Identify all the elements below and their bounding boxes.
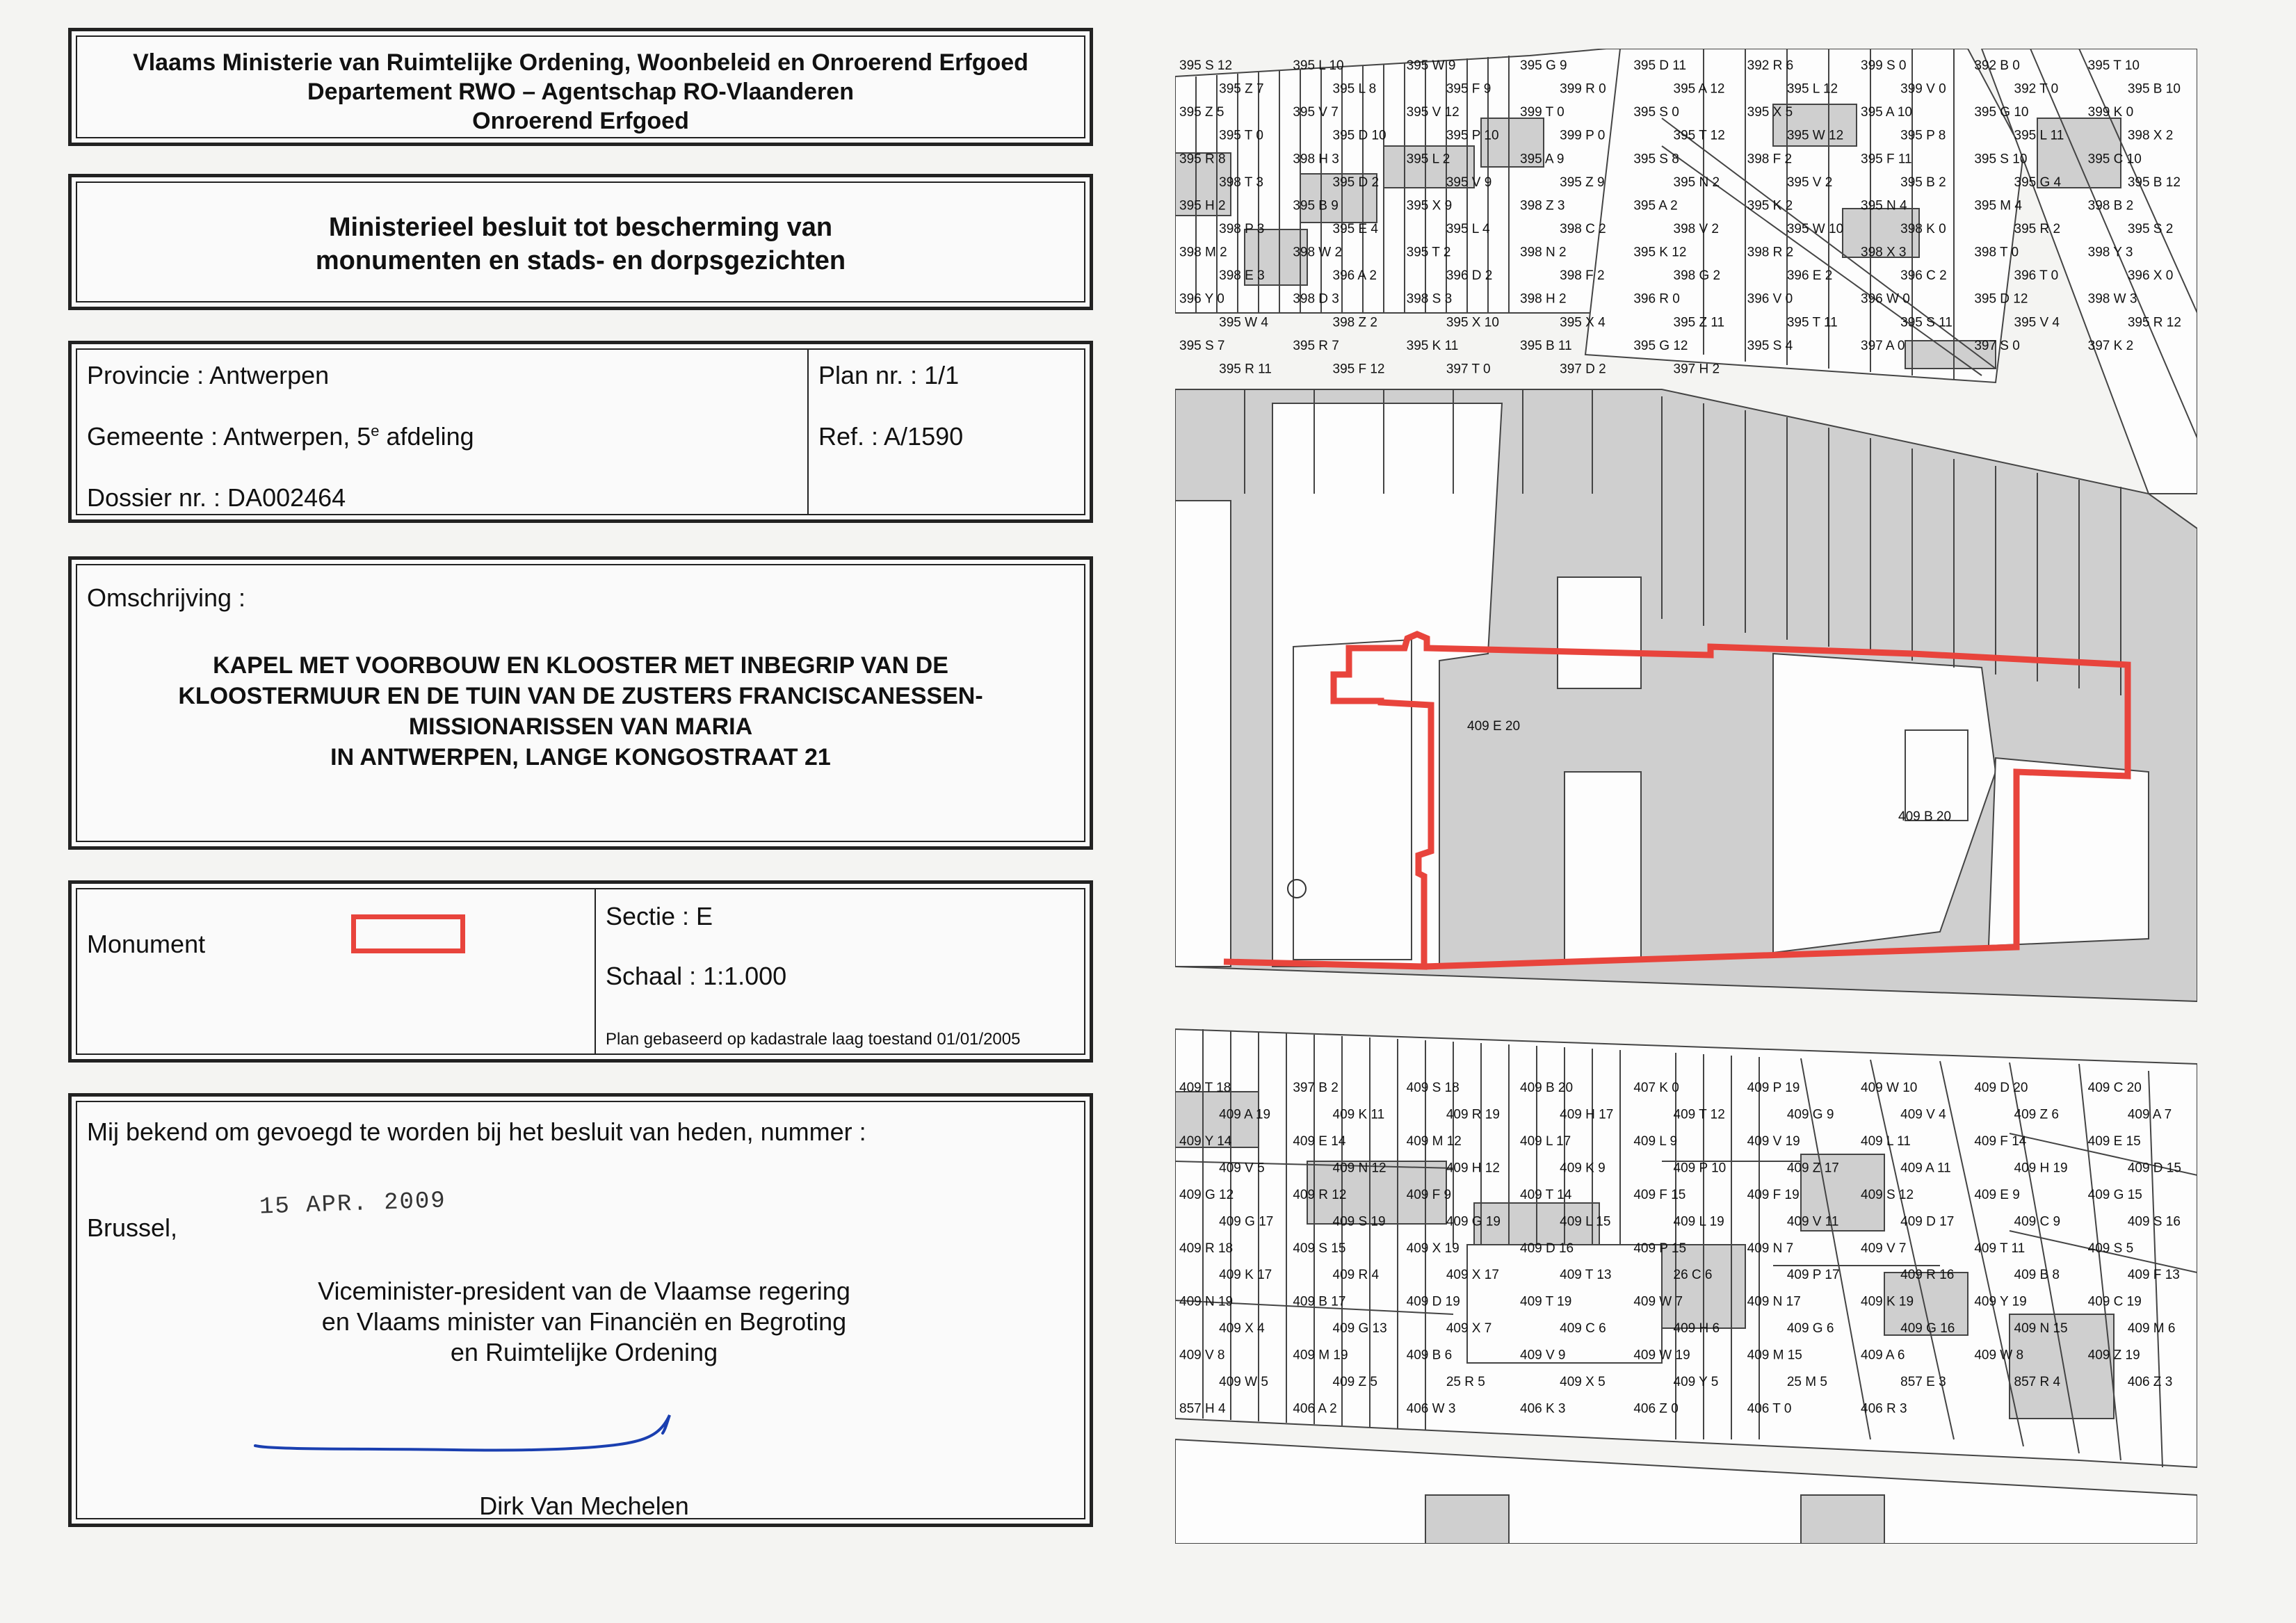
parcel-label: 409 T 11 [1974,1241,2026,1256]
parcel-label: 409 S 16 [2127,1214,2181,1229]
parcel-label: 396 E 2 [1786,268,1833,284]
parcel-label: 395 W 12 [1786,128,1844,143]
parcel-label: 397 S 0 [1974,338,2020,353]
parcel-label: 395 D 12 [1974,291,2028,307]
parcel-label: 409 Y 14 [1179,1133,1232,1149]
parcel-label: 395 E 4 [1332,222,1378,236]
monument-parcel-label: 409 B 20 [1898,809,1952,824]
parcel-label: 398 N 2 [1520,245,1567,260]
parcel-label: 409 D 19 [1406,1294,1460,1309]
parcel-label: 409 B 8 [2014,1268,2060,1283]
parcel-label: 406 T 0 [1747,1401,1792,1416]
parcel-label: 398 E 3 [1219,268,1265,284]
parcel-label: 398 W 3 [2087,291,2137,307]
gemeente-text: Gemeente : Antwerpen, 5e afdeling [87,422,474,451]
parcel-label: 395 B 10 [2127,81,2181,97]
signer-role-line1: Viceminister-president van de Vlaamse regering [318,1277,850,1305]
parcel-label: 857 R 4 [2014,1375,2061,1390]
parcel-label: 409 A 19 [1219,1107,1271,1122]
parcel-label: 409 S 5 [2087,1241,2134,1256]
parcel-label: 409 C 19 [2087,1294,2142,1309]
parcel-label: 396 C 2 [1900,268,1947,284]
parcel-label: 395 G 9 [1520,58,1567,73]
parcel-label: 395 P 8 [1900,128,1946,143]
parcel-label: 395 X 5 [1747,105,1793,120]
parcel-label: 395 Z 7 [1219,81,1264,97]
parcel-label: 409 F 15 [1633,1187,1686,1202]
parcel-label: 395 K 12 [1633,245,1687,260]
legend-divider [595,888,596,1055]
decree-title-line1: Ministerieel besluit tot bescherming van [328,213,833,242]
parcel-label: 409 K 11 [1332,1107,1385,1122]
parcel-label: 398 W 2 [1293,245,1343,260]
parcel-label: 409 V 9 [1520,1348,1566,1363]
parcel-label: 409 X 5 [1560,1375,1606,1390]
parcel-label: 409 Z 17 [1786,1161,1839,1176]
parcel-label: 409 W 8 [1974,1348,2024,1363]
parcel-label: 399 R 0 [1560,81,1606,97]
parcel-label: 409 K 19 [1861,1294,1914,1309]
scale-text: Schaal : 1:1.000 [606,962,787,990]
parcel-label: 409 W 7 [1633,1294,1683,1309]
monument-parcel-label: 409 E 20 [1467,719,1521,734]
parcel-label: 395 N 4 [1861,198,1907,213]
parcel-label: 395 B 11 [1520,338,1572,353]
parcel-label: 409 T 18 [1179,1081,1231,1095]
parcel-label: 392 T 0 [2014,81,2059,97]
parcel-label: 409 H 6 [1673,1321,1720,1337]
parcel-label: 409 V 5 [1219,1161,1265,1176]
parcel-label: 409 R 16 [1900,1268,1955,1283]
parcel-label: 409 E 9 [1974,1187,2020,1202]
parcel-label: 406 Z 3 [2127,1375,2173,1390]
parcel-label: 409 D 15 [2127,1161,2181,1176]
map-middle-block [1175,389,2197,1001]
parcel-label: 395 V 2 [1786,175,1833,190]
parcel-label: 397 K 2 [2087,338,2134,353]
parcel-label: 395 D 2 [1332,175,1380,190]
parcel-label: 409 N 12 [1332,1161,1387,1176]
parcel-label: 395 F 9 [1446,81,1491,97]
parcel-label: 409 A 7 [2127,1107,2172,1122]
parcel-label: 409 W 5 [1219,1375,1268,1390]
parcel-label: 398 X 2 [2127,128,2174,143]
parcel-label: 409 X 19 [1406,1241,1460,1256]
parcel-label: 395 G 12 [1633,338,1688,353]
parcel-label: 398 G 2 [1673,268,1721,284]
parcel-label: 409 F 9 [1406,1187,1452,1202]
parcel-label: 409 P 19 [1747,1081,1800,1095]
parcel-label: 395 S 7 [1179,338,1225,353]
parcel-label: 409 C 20 [2087,1081,2142,1095]
parcel-label: 395 W 9 [1406,58,1456,73]
parcel-label: 409 V 4 [1900,1107,1946,1122]
parcel-label: 398 Z 2 [1332,315,1377,330]
parcel-label: 398 Y 3 [2087,245,2133,260]
parcel-label: 398 V 2 [1673,222,1719,236]
dossier-text: Dossier nr. : DA002464 [87,483,346,512]
description-line4: IN ANTWERPEN, LANGE KONGOSTRAAT 21 [330,744,831,770]
parcel-label: 395 S 8 [1633,152,1679,167]
parcel-label: 396 V 0 [1747,291,1793,307]
signature-box [68,1093,1093,1527]
parcel-label: 395 V 12 [1406,105,1460,120]
parcel-label: 406 A 2 [1293,1401,1337,1416]
parcel-label: 409 P 17 [1786,1268,1840,1283]
parcel-label: 409 G 19 [1446,1214,1501,1229]
section-text: Sectie : E [606,902,713,930]
parcel-label: 25 M 5 [1786,1375,1827,1390]
description-box [68,556,1093,850]
parcel-label: 396 R 0 [1633,291,1680,307]
decree-title-line2: monumenten en stads- en dorpsgezichten [315,246,846,275]
parcel-label: 409 G 12 [1179,1187,1234,1202]
parcel-label: 395 W 10 [1786,222,1844,236]
parcel-label: 395 L 2 [1406,152,1450,167]
parcel-label: 395 T 0 [1219,128,1263,143]
legend-box [68,880,1093,1063]
parcel-label: 406 Z 0 [1633,1401,1679,1416]
parcel-label: 409 G 6 [1786,1321,1834,1337]
parcel-label: 395 G 4 [2014,175,2062,190]
ministry-header-box [68,28,1093,146]
parcel-label: 392 R 6 [1747,58,1794,73]
parcel-label: 406 W 3 [1406,1401,1456,1416]
parcel-label: 409 L 9 [1633,1133,1678,1149]
parcel-label: 397 A 0 [1861,338,1905,353]
parcel-label: 395 F 11 [1861,152,1912,167]
parcel-label: 397 T 0 [1446,362,1491,377]
parcel-label: 409 X 7 [1446,1321,1492,1337]
parcel-label: 409 P 10 [1673,1161,1727,1176]
parcel-label: 396 A 2 [1332,268,1377,284]
parcel-label: 409 X 17 [1446,1268,1499,1283]
signer-name: Dirk Van Mechelen [479,1492,689,1520]
parcel-label: 409 R 4 [1332,1268,1380,1283]
parcel-label: 395 F 12 [1332,362,1385,377]
parcel-label: 409 G 15 [2087,1187,2142,1202]
department-name: Departement RWO – Agentschap RO-Vlaanderen [307,79,854,105]
parcel-label: 395 L 8 [1332,81,1377,97]
parcel-label: 395 T 10 [2087,58,2140,73]
signer-role-line3: en Ruimtelijke Ordening [450,1338,718,1366]
parcel-label: 395 N 2 [1673,175,1720,190]
parcel-label: 395 A 10 [1861,105,1912,120]
parcel-label: 409 L 19 [1673,1214,1724,1229]
parcel-label: 409 H 12 [1446,1161,1500,1176]
parcel-label: 409 A 11 [1900,1161,1951,1176]
parcel-label: 398 C 2 [1560,222,1606,236]
parcel-label: 397 B 2 [1293,1081,1339,1095]
parcel-label: 395 S 4 [1747,338,1793,353]
parcel-label: 395 K 2 [1747,198,1793,213]
parcel-label: 398 F 2 [1560,268,1605,284]
monument-label: Monument [87,930,206,958]
parcel-label: 395 L 11 [2014,128,2064,143]
parcel-label: 409 K 9 [1560,1161,1606,1176]
parcel-label: 398 D 3 [1293,291,1339,307]
date-stamp: 15 APR. 2009 [259,1188,447,1221]
parcel-label: 409 G 9 [1786,1107,1834,1122]
parcel-label: 395 V 7 [1293,105,1339,120]
parcel-label: 409 Z 5 [1332,1375,1377,1390]
parcel-label: 395 D 11 [1633,58,1687,73]
parcel-label: 409 C 6 [1560,1321,1606,1337]
parcel-label: 409 D 17 [1900,1214,1955,1229]
parcel-label: 409 T 13 [1560,1268,1612,1283]
description-label: Omschrijving : [87,583,246,612]
description-line1: KAPEL MET VOORBOUW EN KLOOSTER MET INBEGRIP VAN DE [213,652,948,679]
parcel-label: 409 X 4 [1219,1321,1265,1337]
parcel-label: 409 F 19 [1747,1187,1800,1202]
parcel-label: 395 A 2 [1633,198,1678,213]
parcel-label: 409 C 9 [2014,1214,2061,1229]
parcel-label: 398 B 2 [2087,198,2134,213]
parcel-label: 398 S 3 [1406,291,1453,307]
parcel-label: 395 S 11 [1900,315,1953,330]
parcel-label: 409 N 7 [1747,1241,1794,1256]
parcel-label: 395 W 4 [1219,315,1268,330]
signer-role-line2: en Vlaams minister van Financiën en Begroting [321,1307,847,1336]
parcel-label: 395 B 12 [2127,175,2181,190]
parcel-label: 395 B 9 [1293,198,1339,213]
parcel-label: 409 K 17 [1219,1268,1272,1283]
parcel-label: 409 W 10 [1861,1081,1918,1095]
parcel-label: 409 A 6 [1861,1348,1905,1363]
parcel-label: 395 P 10 [1446,128,1499,143]
parcel-label: 409 L 11 [1861,1133,1911,1149]
handwritten-signature [245,1403,732,1486]
parcel-label: 409 N 15 [2014,1321,2068,1337]
parcel-label: 409 M 15 [1747,1348,1802,1363]
parcel-label: 395 R 12 [2127,315,2181,330]
parcel-label: 409 N 17 [1747,1294,1801,1309]
parcel-label: 26 C 6 [1673,1268,1713,1283]
parcel-label: 399 P 0 [1560,128,1606,143]
parcel-label: 409 S 18 [1406,1081,1460,1095]
parcel-label: 398 T 3 [1219,175,1263,190]
parcel-label: 409 V 11 [1786,1214,1839,1229]
parcel-label: 399 T 0 [1520,105,1565,120]
reference-text: Ref. : A/1590 [818,422,964,451]
parcel-label: 409 Y 5 [1673,1375,1719,1390]
parcel-label: 395 S 0 [1633,105,1679,120]
parcel-label: 395 S 2 [2127,222,2174,236]
parcel-label: 395 S 12 [1179,58,1233,73]
parcel-label: 395 L 4 [1446,222,1490,236]
parcel-label: 409 V 7 [1861,1241,1907,1256]
parcel-label: 395 T 12 [1673,128,1725,143]
parcel-label: 409 Y 19 [1974,1294,2027,1309]
signature-place: Brussel, [87,1213,178,1242]
cadastral-map [1175,49,2197,1544]
parcel-label: 409 D 16 [1520,1241,1574,1256]
parcel-label: 395 L 12 [1786,81,1838,97]
parcel-label: 409 G 13 [1332,1321,1387,1337]
parcel-label: 409 Z 19 [2087,1348,2140,1363]
parcel-label: 409 P 15 [1633,1241,1687,1256]
parcel-label: 395 V 9 [1446,175,1492,190]
parcel-label: 857 H 4 [1179,1401,1226,1416]
parcel-label: 409 V 19 [1747,1133,1800,1149]
parcel-label: 396 W 0 [1861,291,1910,307]
plan-number-text: Plan nr. : 1/1 [818,361,960,389]
parcel-label: 409 F 14 [1974,1133,2027,1149]
parcel-label: 409 W 19 [1633,1348,1690,1363]
parcel-label: 396 T 0 [2014,268,2059,284]
parcel-label: 409 F 13 [2127,1268,2180,1283]
agency-name: Onroerend Erfgoed [472,108,689,134]
signature-intro: Mij bekend om gevoegd te worden bij het besluit van heden, nummer : [87,1117,866,1146]
parcel-label: 398 T 0 [1974,245,2019,260]
parcel-label: 399 V 0 [1900,81,1946,97]
parcel-label: 398 X 3 [1861,245,1907,260]
parcel-label: 395 R 11 [1219,362,1272,377]
parcel-label: 395 R 7 [1293,338,1339,353]
parcel-label: 395 B 2 [1900,175,1946,190]
parcel-label: 409 R 19 [1446,1107,1500,1122]
parcel-label: 398 F 2 [1747,152,1793,167]
parcel-label: 395 S 10 [1974,152,2028,167]
parcel-label: 407 K 0 [1633,1081,1679,1095]
parcel-label: 395 T 11 [1786,315,1838,330]
parcel-label: 395 M 4 [1974,198,2022,213]
monument-legend-swatch [351,914,465,953]
parcel-label: 395 A 9 [1520,152,1565,167]
parcel-label: 409 N 19 [1179,1294,1234,1309]
parcel-label: 395 R 2 [2014,222,2061,236]
parcel-label: 395 X 10 [1446,315,1499,330]
parcel-label: 409 S 15 [1293,1241,1346,1256]
provincie-text: Provincie : Antwerpen [87,361,330,389]
parcel-label: 395 Z 11 [1673,315,1725,330]
parcel-label: 409 M 19 [1293,1348,1348,1363]
parcel-label: 409 G 17 [1219,1214,1274,1229]
parcel-label: 409 V 8 [1179,1348,1225,1363]
decree-title-box [68,174,1093,310]
description-line2: KLOOSTERMUUR EN DE TUIN VAN DE ZUSTERS FRANCISCANESSEN- [178,683,983,709]
map-bottom-block [1175,1029,2197,1544]
parcel-label: 409 D 20 [1974,1081,2028,1095]
parcel-label: 395 D 10 [1332,128,1387,143]
parcel-label: 857 E 3 [1900,1375,1946,1390]
parcel-label: 409 B 6 [1406,1348,1453,1363]
parcel-label: 398 Z 3 [1520,198,1565,213]
parcel-label: 395 G 10 [1974,105,2029,120]
ministry-name: Vlaams Ministerie van Ruimtelijke Ordening, Woonbeleid en Onroerend Erfgoed [133,49,1028,76]
parcel-label: 409 T 12 [1673,1107,1725,1122]
parcel-label: 398 H 2 [1520,291,1567,307]
info-divider [807,348,809,515]
parcel-label: 399 K 0 [2087,105,2134,120]
parcel-label: 395 X 4 [1560,315,1606,330]
parcel-label: 409 E 14 [1293,1133,1346,1149]
parcel-label: 409 L 15 [1560,1214,1611,1229]
parcel-label: 398 M 2 [1179,245,1227,260]
parcel-label: 399 S 0 [1861,58,1907,73]
parcel-label: 409 E 15 [2087,1133,2141,1149]
parcel-label: 409 M 12 [1406,1133,1462,1149]
parcel-label: 409 M 6 [2127,1321,2176,1337]
parcel-label: 396 Y 0 [1179,291,1224,307]
parcel-label: 409 R 18 [1179,1241,1234,1256]
parcel-label: 409 T 19 [1520,1294,1572,1309]
parcel-label: 398 P 3 [1219,222,1265,236]
parcel-label: 398 R 2 [1747,245,1794,260]
parcel-label: 406 K 3 [1520,1401,1566,1416]
parcel-label: 396 D 2 [1446,268,1493,284]
info-box [68,341,1093,523]
parcel-label: 409 Z 6 [2014,1107,2059,1122]
parcel-label: 409 S 19 [1332,1214,1386,1229]
parcel-label: 409 L 17 [1520,1133,1571,1149]
parcel-label: 409 H 19 [2014,1161,2068,1176]
parcel-label: 398 H 3 [1293,152,1339,167]
parcel-label: 395 Z 9 [1560,175,1605,190]
parcel-label: 395 C 10 [2087,152,2142,167]
parcel-label: 398 K 0 [1900,222,1946,236]
parcel-label: 409 R 12 [1293,1187,1347,1202]
parcel-label: 406 R 3 [1861,1401,1907,1416]
parcel-label: 395 X 9 [1406,198,1453,213]
description-line3: MISSIONARISSEN VAN MARIA [408,713,753,740]
parcel-label: 409 S 12 [1861,1187,1914,1202]
parcel-label: 395 A 12 [1673,81,1725,97]
parcel-label: 409 H 17 [1560,1107,1614,1122]
parcel-label: 409 G 16 [1900,1321,1955,1337]
parcel-label: 395 T 2 [1406,245,1451,260]
parcel-label: 397 D 2 [1560,362,1606,377]
parcel-label: 396 X 0 [2127,268,2174,284]
parcel-label: 395 H 2 [1179,198,1226,213]
parcel-label: 395 Z 5 [1179,105,1224,120]
parcel-label: 395 K 11 [1406,338,1459,353]
parcel-label: 25 R 5 [1446,1375,1485,1390]
parcel-label: 409 T 14 [1520,1187,1572,1202]
cadastral-note: Plan gebaseerd op kadastrale laag toestand 01/01/2005 [606,1030,1021,1049]
parcel-label: 397 H 2 [1673,362,1720,377]
parcel-label: 392 B 0 [1974,58,2020,73]
parcel-label: 409 B 20 [1520,1081,1574,1095]
parcel-label: 409 B 17 [1293,1294,1346,1309]
parcel-label: 395 R 8 [1179,152,1226,167]
parcel-label: 395 L 10 [1293,58,1344,73]
parcel-label: 395 V 4 [2014,315,2060,330]
